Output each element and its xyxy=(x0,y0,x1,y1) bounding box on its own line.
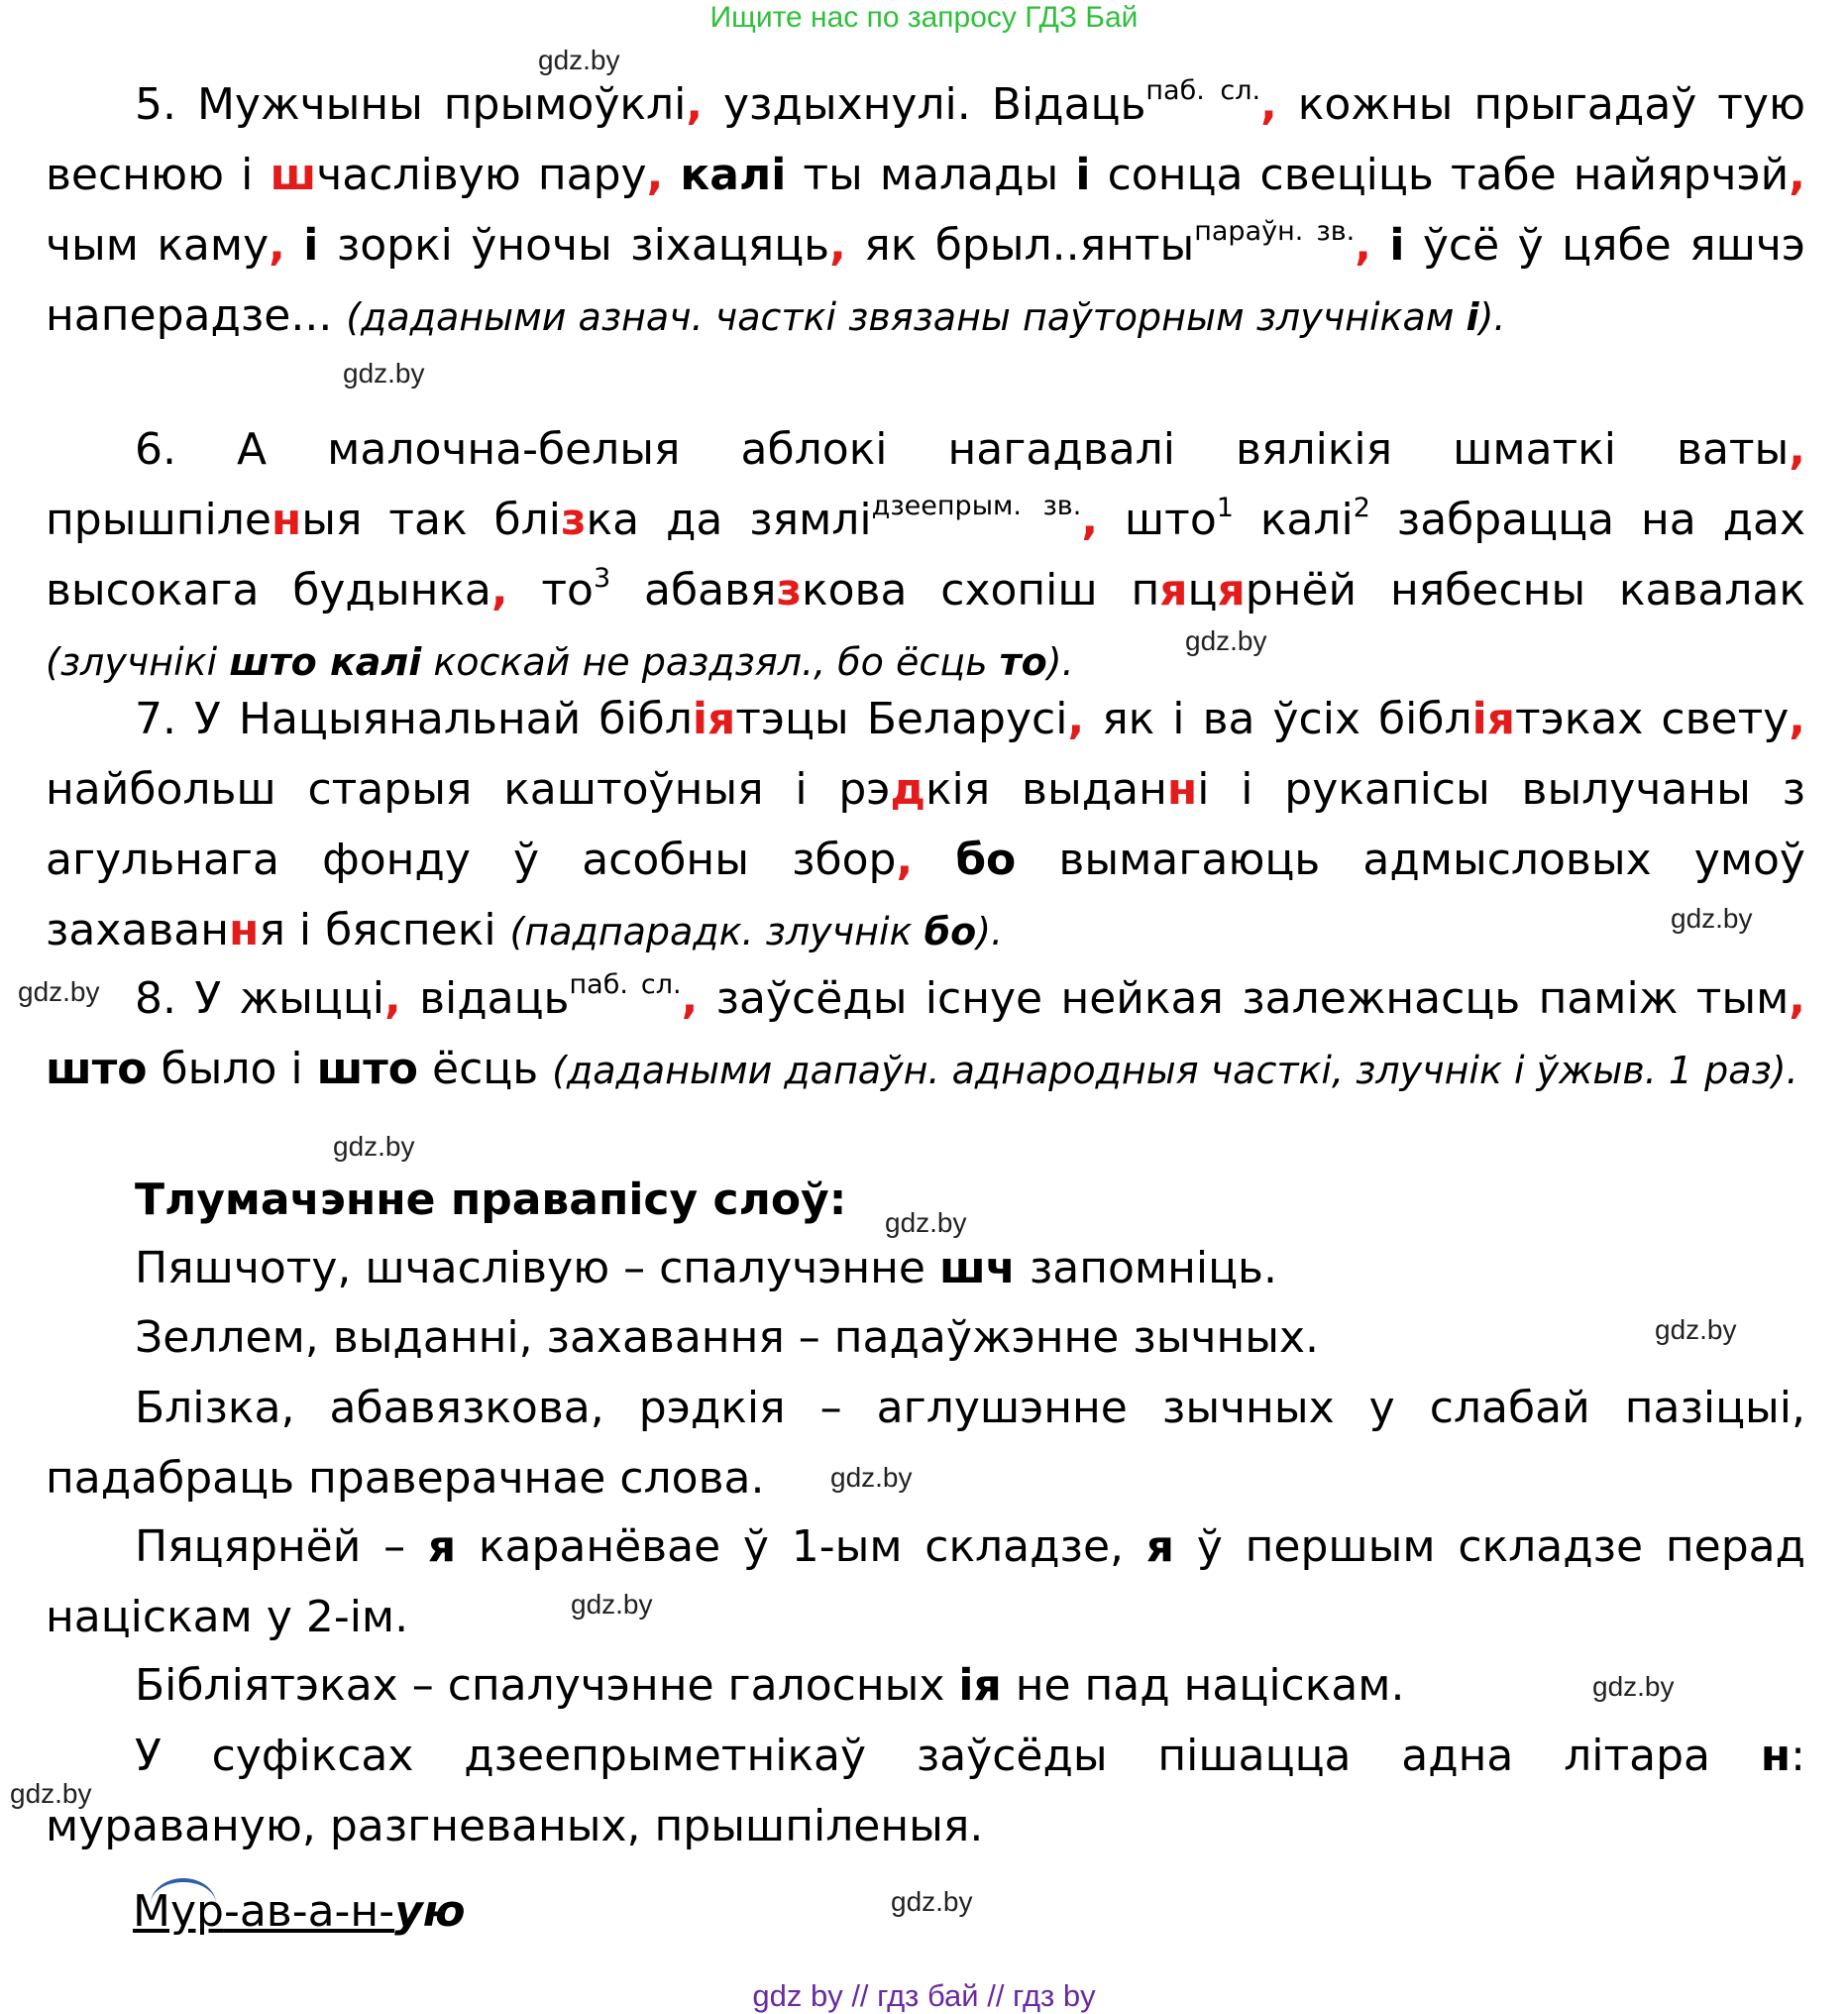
text xyxy=(913,835,955,885)
watermark: gdz.by xyxy=(571,1589,653,1620)
text: найбольш старыя каштоўныя і рэ xyxy=(46,764,891,815)
text: зоркі ўночы зіхацяць xyxy=(318,220,830,271)
explanation-2 xyxy=(46,1302,1805,1373)
conjunction: што xyxy=(316,1044,419,1094)
grammar-note xyxy=(510,910,1004,953)
text xyxy=(1371,220,1389,271)
comma-mark: , xyxy=(681,973,699,1024)
sentence-7 xyxy=(46,684,1805,967)
comma-mark: , xyxy=(686,79,704,130)
comma-mark: , xyxy=(1789,424,1805,475)
text: : мураваную, разгневаных, прышпіленыя. xyxy=(46,1731,1805,1851)
highlight-letter: ія xyxy=(692,694,736,744)
text: 5. Мужчыны прымоўклі xyxy=(135,79,687,130)
text: ёсць xyxy=(418,1044,553,1094)
text: Пяцярнёй – xyxy=(135,1521,428,1572)
text: ц xyxy=(1187,565,1218,615)
text: Бібліятэках – спалучэнне галосных xyxy=(135,1660,959,1711)
parenthetical-note: паб. сл. xyxy=(569,969,682,1000)
note-text: ). xyxy=(976,910,1004,953)
text: калі xyxy=(1233,495,1354,545)
watermark: gdz.by xyxy=(1185,625,1267,656)
word-suffixes: -ав-а-н- xyxy=(223,1886,395,1937)
text: забрацца на дах высокага будынка xyxy=(46,495,1805,615)
highlight-letter: я xyxy=(1217,565,1246,615)
note-text: (дадаными азнач. часткі звязаны паўторным злучнікам xyxy=(346,295,1467,339)
explanation-3 xyxy=(46,1373,1805,1513)
explanation-6 xyxy=(46,1721,1805,1861)
key-letters: я xyxy=(427,1521,457,1572)
conjunction: і xyxy=(1389,220,1405,271)
text: ў першым складзе перад націскам у 2-ім. xyxy=(46,1521,1806,1642)
text: што xyxy=(1098,495,1217,545)
note-bold: і xyxy=(1466,295,1479,339)
watermark: gdz.by xyxy=(1655,1314,1737,1345)
comma-mark: , xyxy=(1355,220,1371,271)
watermark: gdz.by xyxy=(891,1886,973,1917)
conjunction: калі xyxy=(680,150,787,200)
text xyxy=(285,220,303,271)
text: чым каму xyxy=(46,220,270,271)
comma-mark: , xyxy=(384,973,401,1024)
grammar-note xyxy=(346,295,1505,339)
note-bold: то xyxy=(999,640,1047,684)
text: відаць xyxy=(400,973,570,1024)
section-heading: Тлумачэнне правапісу слоў: xyxy=(135,1175,847,1225)
watermark: gdz.by xyxy=(10,1778,92,1809)
note-text: ). xyxy=(1046,640,1074,684)
text: рнёй нябесны кавалак xyxy=(1245,565,1806,615)
key-letters: н xyxy=(1760,1731,1792,1781)
watermark: gdz.by xyxy=(18,976,100,1007)
key-letters: я xyxy=(1145,1521,1175,1572)
text xyxy=(663,150,680,200)
footer: gdz by // гдз бай // гдз by xyxy=(752,1978,1096,2013)
sentence-8 xyxy=(46,963,1805,1106)
watermark: gdz.by xyxy=(885,1207,967,1238)
text: 8. У жыцці xyxy=(135,973,384,1024)
text: вымагаюць адмысловых умоў захаван xyxy=(46,835,1805,955)
comma-mark: , xyxy=(896,835,914,885)
parenthetical-note: паб. сл. xyxy=(1145,75,1261,106)
text: то xyxy=(507,565,594,615)
text: ўсё ў цябе яшчэ наперадзе... xyxy=(46,220,1806,341)
comparison-note: параўн. зв. xyxy=(1194,216,1356,247)
grammar-note xyxy=(46,640,1074,684)
comma-mark: , xyxy=(1067,694,1085,744)
text: ты малады xyxy=(786,150,1076,200)
text: У суфіксах дзеепрыметнікаў заўсёды пішацца адна літара xyxy=(135,1731,1761,1781)
key-letters: шч xyxy=(938,1243,1016,1293)
search-banner: Ищите нас по запросу ГДЗ Бай xyxy=(709,1,1139,34)
text: 6. А малочна-белыя аблокі нагадвалі вялікія шматкі ваты xyxy=(135,424,1790,475)
highlight-letter: ш xyxy=(270,150,317,200)
note-text: коскай не раздзял., бо ёсць xyxy=(421,640,1000,684)
note-text: (падпарадк. злучнік xyxy=(509,910,924,953)
watermark: gdz.by xyxy=(333,1131,415,1162)
highlight-letter: д xyxy=(890,764,925,815)
text: кова схопіш п xyxy=(802,565,1160,615)
index-number: 3 xyxy=(593,563,611,594)
text: ыя так блі xyxy=(301,495,561,545)
comma-mark: , xyxy=(1081,495,1099,545)
text: 7. У Нацыянальнай бібл xyxy=(135,694,693,744)
text: кія выдан xyxy=(924,764,1167,815)
comma-mark: , xyxy=(1789,973,1805,1024)
comma-mark: , xyxy=(490,565,508,615)
text: я і бяспекі xyxy=(259,905,510,955)
text: часлівую пару xyxy=(316,150,647,200)
highlight-letter: н xyxy=(229,905,260,955)
key-letters: ія xyxy=(958,1660,1002,1711)
text: уздыхнулі. Відаць xyxy=(703,79,1146,130)
note-text: ). xyxy=(1478,295,1506,339)
text: Пяшчоту, шчаслівую – спалучэнне xyxy=(135,1243,939,1293)
sentence-6 xyxy=(46,414,1805,698)
watermark: gdz.by xyxy=(1592,1671,1675,1702)
comma-mark: , xyxy=(829,220,846,271)
text: абавя xyxy=(610,565,777,615)
conjunction: бо xyxy=(955,835,1017,885)
comma-mark: , xyxy=(1260,79,1277,130)
sentence-5 xyxy=(46,69,1805,353)
text: тэках свету xyxy=(1515,694,1790,744)
conjunction: што xyxy=(46,1044,148,1094)
comma-mark: , xyxy=(1789,694,1805,744)
text: Зеллем, выданні, захавання – падаўжэнне зычных. xyxy=(135,1312,1319,1363)
highlight-letter: ія xyxy=(1471,694,1516,744)
highlight-letter: н xyxy=(271,495,302,545)
watermark: gdz.by xyxy=(830,1462,913,1493)
text: заўсёды існуе нейкая залежнасць паміж тым xyxy=(698,973,1790,1024)
highlight-letter: н xyxy=(1166,764,1198,815)
highlight-letter: з xyxy=(776,565,803,615)
grammar-note: (дадаными дапаўн. аднародныя часткі, злучнік і ўжыв. 1 раз). xyxy=(552,1049,1798,1092)
index-number: 2 xyxy=(1353,493,1370,523)
text: запомніць. xyxy=(1015,1243,1277,1293)
explanation-5 xyxy=(46,1650,1805,1721)
text: сонца свеціць табе найярчэй xyxy=(1090,150,1790,200)
text: каранёвае ў 1-ым складзе, xyxy=(456,1521,1146,1572)
text: было і xyxy=(147,1044,317,1094)
comma-mark: , xyxy=(646,150,664,200)
word-ending: ую xyxy=(394,1886,466,1937)
highlight-letter: з xyxy=(560,495,587,545)
text: тэцы Беларусі xyxy=(735,694,1068,744)
highlight-letter: я xyxy=(1159,565,1188,615)
comma-mark: , xyxy=(1789,150,1805,200)
explanation-1 xyxy=(46,1233,1805,1303)
index-number: 1 xyxy=(1216,493,1234,523)
explanation-4 xyxy=(46,1511,1805,1652)
morpheme-parse xyxy=(133,1876,466,1947)
participle-note: дзеепрым. зв. xyxy=(871,491,1082,521)
note-bold: бо xyxy=(924,910,977,953)
text: ка да зямлі xyxy=(586,495,872,545)
note-text: (злучнікі xyxy=(46,640,230,684)
text: не пад націскам. xyxy=(1001,1660,1405,1711)
text: як і ва ўсіх бібл xyxy=(1084,694,1472,744)
text: кожны прыгадаў тую веснюю і xyxy=(46,79,1805,200)
text: як брыл..янты xyxy=(845,220,1195,271)
note-bold: што калі xyxy=(229,640,422,684)
watermark: gdz.by xyxy=(343,358,425,389)
text: і і рукапісы вылучаны з агульнага фонду ў асобны збор xyxy=(46,764,1805,885)
conjunction: і xyxy=(1075,150,1091,200)
text: прышпіле xyxy=(46,495,272,545)
conjunction: і xyxy=(303,220,319,271)
watermark: gdz.by xyxy=(1671,903,1753,934)
comma-mark: , xyxy=(269,220,285,271)
text: Блізка, абавязкова, рэдкія – аглушэнне зычных у слабай пазіцыі, падабраць праверачнае слова. xyxy=(46,1383,1805,1504)
word-root: Мур xyxy=(133,1886,224,1937)
watermark: gdz.by xyxy=(538,45,620,75)
